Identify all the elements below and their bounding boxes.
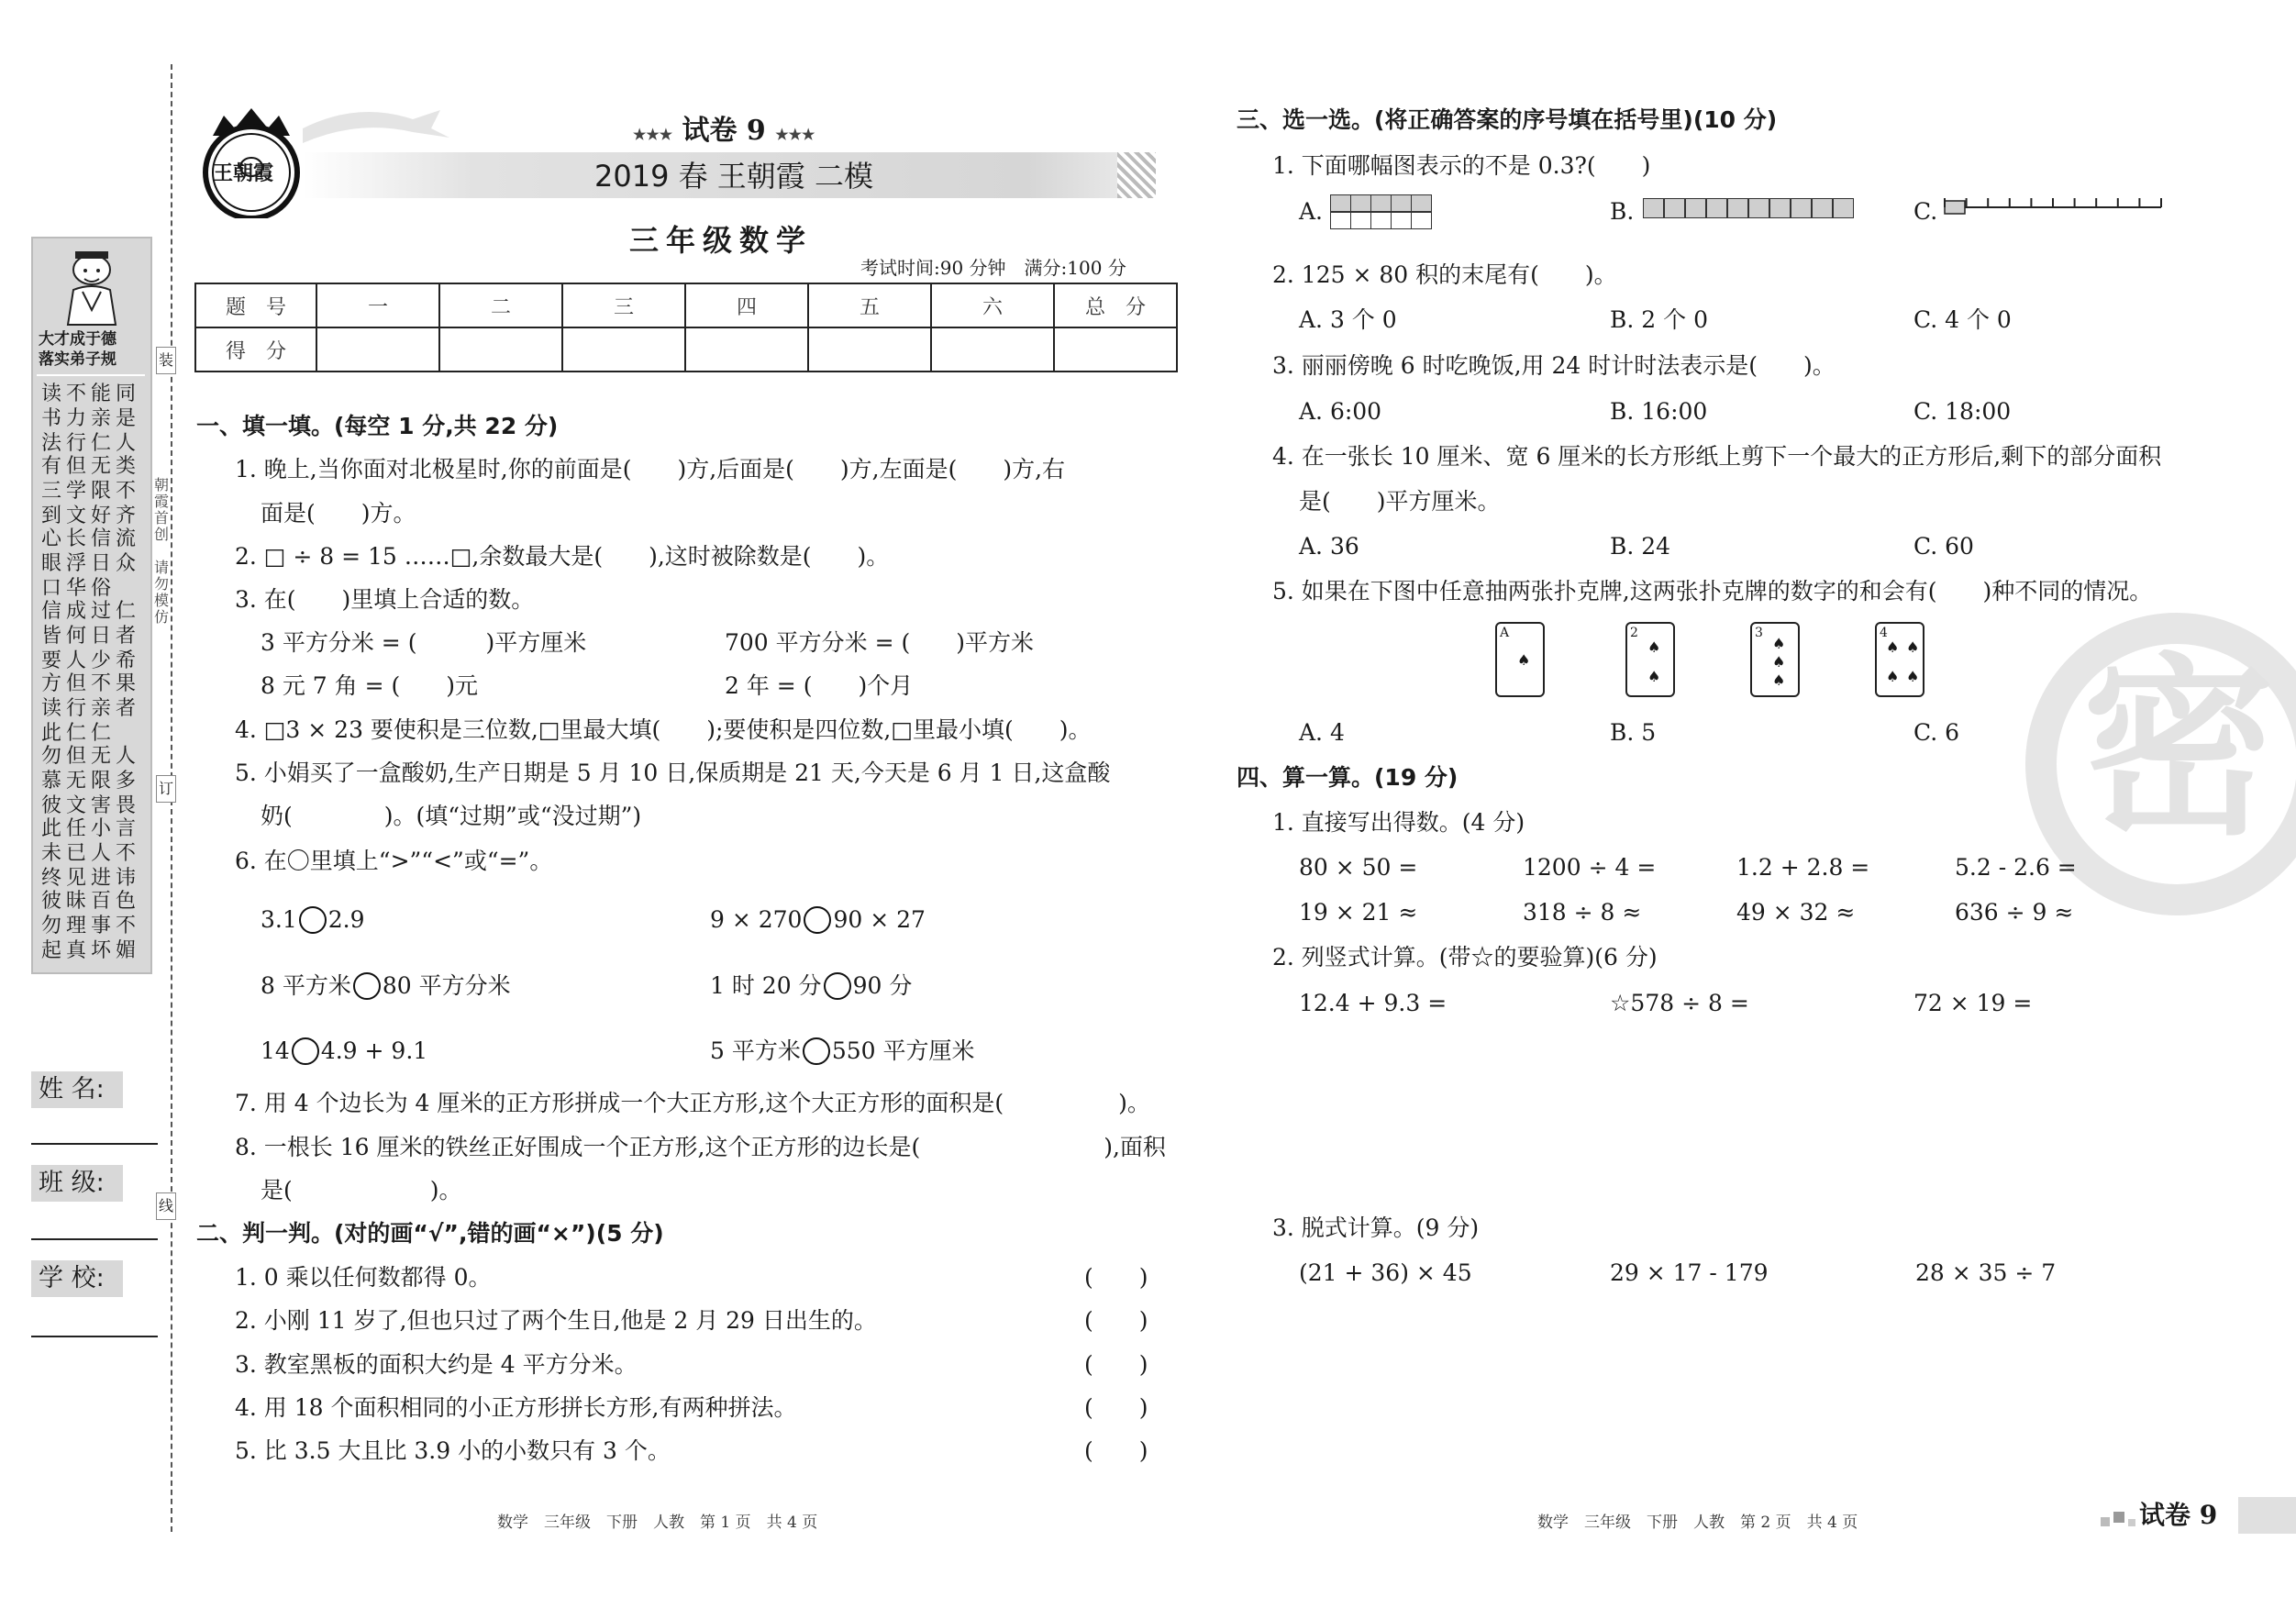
oral-calc-7: 49 × 32 ≈ [1736, 899, 1856, 926]
choice-q1-a-label: A. [1299, 198, 1324, 225]
compare-right-2: 90 × 27 [833, 906, 926, 933]
corner-deco-square-1 [2101, 1517, 2110, 1526]
choice-q2: 2. 125 × 80 积的末尾有( )。 [1272, 261, 1617, 288]
score-col-2: 二 [439, 283, 562, 327]
cut-mark-text-1: 装 [158, 351, 173, 369]
score-col-total: 总 分 [1054, 283, 1177, 327]
grid-b-cell [1791, 198, 1812, 218]
ribbon-decoration-icon [303, 92, 449, 147]
compare-right-5: 4.9 + 9.1 [320, 1037, 428, 1064]
compare-item-3 [261, 972, 511, 1000]
compare-circle-5[interactable] [292, 1037, 319, 1065]
choice-q5-a[interactable]: A. 4 [1299, 719, 1345, 746]
compare-left-4: 1 时 20 分 [710, 972, 822, 999]
logo-text: 王朝霞 [213, 161, 274, 185]
choice-q5: 5. 如果在下图中任意抽两张扑克牌,这两张扑克牌的数字的和会有( )种不同的情况。 [1272, 578, 2153, 604]
compare-right-3: 80 平方分米 [382, 972, 511, 999]
compare-item-1 [261, 906, 365, 934]
choice-q3-b[interactable]: B. 16:00 [1610, 398, 1708, 425]
star-deco-right: ★★★ [775, 126, 815, 143]
oral-calc-4: 5.2 - 2.6 = [1955, 854, 2077, 881]
spade-icon: ♠ [1772, 671, 1786, 689]
watermark-text: 密 [2082, 637, 2276, 861]
school-label: 学 校: [31, 1260, 123, 1297]
couplet-column: 彼勿起 [40, 890, 61, 962]
spade-icon: ♠ [1647, 638, 1661, 656]
vertical-note-2: 请勿模仿 [154, 559, 170, 626]
grid-a-cell [1330, 212, 1351, 229]
name-field[interactable] [31, 1143, 158, 1145]
calc-part-3: 3. 脱式计算。(9 分) [1272, 1214, 1480, 1241]
couplet-column: 有三到 [40, 455, 61, 527]
choice-q4-c[interactable]: C. 60 [1913, 533, 1974, 560]
couplet-column: 类不齐 [115, 455, 136, 527]
grid-a-cell [1330, 194, 1351, 212]
vertical-note-1: 朝霞首创 [154, 476, 170, 543]
couplet-column: 但行仁 [65, 672, 86, 745]
motto-line-2: 落实弟子规 [39, 350, 116, 369]
grid-b-cell [1643, 198, 1664, 218]
q3-item-a: 3 平方分米 = ( )平方厘米 [261, 629, 587, 656]
compare-left-5: 14 [261, 1037, 290, 1064]
q1-line1: 1. 晚上,当你面对北极星时,你的前面是( )方,后面是( )方,左面是( )方,右 [235, 456, 1066, 482]
cut-mark-text-2: 订 [158, 780, 173, 797]
grid-a-cell [1411, 212, 1432, 229]
playing-card [1625, 622, 1675, 697]
school-field[interactable] [31, 1336, 158, 1337]
compare-circle-3[interactable] [353, 972, 381, 1000]
choice-q4-line2: 是( )平方厘米。 [1299, 488, 1501, 515]
grid-b-cell [1833, 198, 1854, 218]
choice-q1-c-label: C. [1913, 198, 1938, 225]
grid-a-cell [1411, 194, 1432, 212]
couplet-column: 勿慕彼 [40, 745, 61, 817]
grid-b-cell [1664, 198, 1685, 218]
score-cell-2[interactable] [439, 327, 562, 372]
q1-line2: 面是( )方。 [261, 500, 416, 527]
section-4-heading: 四、算一算。(19 分) [1237, 764, 1459, 791]
paper-series-label [633, 117, 815, 145]
compare-right-4: 90 分 [852, 972, 913, 999]
couplet-column: 方读此 [40, 672, 61, 745]
vertical-calc-1: 12.4 + 9.3 = [1299, 990, 1447, 1016]
q5-line2: 奶( )。(填“过期”或“没过期”) [261, 803, 642, 829]
spade-icon: ♠ [1517, 651, 1531, 669]
score-col-5: 五 [808, 283, 931, 327]
couplet-column: 仁者希 [115, 600, 136, 672]
judge-paren-4[interactable]: ( ) [1084, 1394, 1148, 1421]
score-col-3: 三 [562, 283, 685, 327]
compare-right-1: 2.9 [327, 906, 365, 933]
cut-mark-3 [156, 1192, 176, 1220]
couplet-column: 但无文 [65, 745, 86, 817]
oral-calc-8: 636 ÷ 9 ≈ [1955, 899, 2074, 926]
motto-box [31, 237, 152, 974]
spade-icon: ♠ [1906, 638, 1920, 656]
cut-mark-1 [156, 347, 176, 374]
score-col-4: 四 [685, 283, 808, 327]
choice-q3-a[interactable]: A. 6:00 [1299, 398, 1382, 425]
couplet-grid [40, 382, 143, 962]
compare-item-4 [710, 972, 912, 1000]
compare-item-2 [710, 906, 926, 934]
compare-circle-1[interactable] [299, 906, 327, 934]
score-cell-5[interactable] [808, 327, 931, 372]
q6: 6. 在〇里填上“>”“<”或“=”。 [235, 848, 553, 874]
brand-logo-icon [187, 99, 316, 218]
corner-deco-square-2 [2113, 1512, 2124, 1523]
choice-q2-c[interactable]: C. 4 个 0 [1913, 306, 2012, 333]
couplet-column: 过日少 [90, 600, 111, 672]
spade-icon: ♠ [1906, 668, 1920, 685]
paper-series: 试卷 9 [682, 115, 766, 147]
calc-part-1: 1. 直接写出得数。(4 分) [1272, 809, 1525, 836]
compare-item-5 [261, 1037, 427, 1065]
couplet-column: 人多畏 [115, 745, 136, 817]
couplet-column: 不力行 [65, 383, 86, 455]
step-calc-2: 29 × 17 - 179 [1610, 1259, 1769, 1286]
vertical-calc-2: ☆578 ÷ 8 = [1610, 990, 1749, 1016]
compare-left-6: 5 平方米 [710, 1037, 801, 1064]
grid-a-cell [1391, 212, 1412, 229]
judge-paren-3[interactable]: ( ) [1084, 1351, 1148, 1378]
scholar-figure-icon [55, 246, 128, 327]
spade-icon: ♠ [1772, 635, 1786, 652]
compare-left-2: 9 × 270 [710, 906, 803, 933]
subject-title: 三年级数学 [629, 223, 814, 258]
couplet-column: 能亲仁 [90, 383, 111, 455]
couplet-column: 任已见 [65, 817, 86, 890]
couplet-column: 流众 [115, 527, 136, 575]
choice-q4-b[interactable]: B. 24 [1610, 533, 1671, 560]
score-cell-4[interactable] [685, 327, 808, 372]
compare-item-6 [710, 1037, 975, 1065]
q4: 4. □3 × 23 要使积是三位数,□里最大填( );要使积是四位数,□里最小填( )。 [235, 716, 1092, 743]
judge-paren-5[interactable]: ( ) [1084, 1437, 1148, 1464]
corner-gray-bar [2238, 1497, 2296, 1534]
couplet-column: 色不媚 [115, 890, 136, 962]
couplet-column: 百事坏 [90, 890, 111, 962]
q8-line2: 是( )。 [261, 1177, 462, 1203]
q7: 7. 用 4 个边长为 4 厘米的正方形拼成一个大正方形,这个大正方形的面积是( )。 [235, 1090, 1150, 1116]
grid-b-cell [1706, 198, 1727, 218]
spade-icon: ♠ [1886, 668, 1900, 685]
calc-part-2: 2. 列竖式计算。(带☆的要验算)(6 分) [1272, 944, 1658, 970]
couplet-column: 无限害 [90, 745, 111, 817]
score-col-label: 题 号 [195, 283, 316, 327]
playing-card [1875, 622, 1924, 697]
grid-a-cell [1391, 194, 1412, 212]
judge-item-4: 4. 用 18 个面积相同的小正方形拼长方形,有两种拼法。 [235, 1394, 797, 1421]
choice-q4-a[interactable]: A. 36 [1299, 533, 1359, 560]
score-row-label: 得 分 [195, 327, 316, 372]
section-1-heading: 一、填一填。(每空 1 分,共 22 分) [196, 413, 559, 439]
couplet-column: 此未终 [40, 817, 61, 890]
playing-card [1495, 622, 1545, 697]
grid-a-cell [1370, 212, 1392, 229]
q5-line1: 5. 小娟买了一盒酸奶,生产日期是 5 月 10 日,保质期是 21 天,今天是 6 月 1 日,这盒酸 [235, 760, 1111, 786]
playing-card [1750, 622, 1800, 697]
judge-item-1: 1. 0 乘以任何数都得 0。 [235, 1264, 492, 1291]
card-rank: 3 [1755, 626, 1763, 640]
choice-q5-b[interactable]: B. 5 [1610, 719, 1657, 746]
card-rank: 4 [1880, 626, 1888, 640]
compare-left-3: 8 平方米 [261, 972, 351, 999]
card-rank: A [1500, 626, 1510, 640]
star-deco-left: ★★★ [633, 126, 673, 143]
couplet-column: 心眼口 [40, 527, 61, 600]
couplet-column: 成何人 [65, 600, 86, 672]
couplet-column: 言不讳 [115, 817, 136, 890]
grid-b-cell [1727, 198, 1748, 218]
oral-calc-3: 1.2 + 2.8 = [1736, 854, 1870, 881]
grid-a-cell [1370, 194, 1392, 212]
judge-item-2: 2. 小刚 11 岁了,但也只过了两个生日,他是 2 月 29 日出生的。 [235, 1307, 877, 1334]
left-page-footer: 数学 三年级 下册 人教 第 1 页 共 4 页 [497, 1514, 818, 1532]
right-page-footer: 数学 三年级 下册 人教 第 2 页 共 4 页 [1537, 1514, 1858, 1532]
choice-q1: 1. 下面哪幅图表示的不是 0.3?( ) [1272, 152, 1651, 179]
score-col-6: 六 [931, 283, 1054, 327]
score-table-score-row [195, 327, 1177, 372]
score-cell-total[interactable] [1054, 327, 1177, 372]
grid-a-cell [1350, 212, 1371, 229]
number-line-figure-c [1943, 193, 2163, 222]
choice-q4-line1: 4. 在一张长 10 厘米、宽 6 厘米的长方形纸上剪下一个最大的正方形后,剩下的部分面积 [1272, 443, 2162, 470]
step-calc-3: 28 × 35 ÷ 7 [1915, 1259, 2057, 1286]
title-bar-pattern [1117, 152, 1156, 198]
compare-circle-2[interactable] [804, 906, 831, 934]
score-cell-1[interactable] [316, 327, 439, 372]
compare-circle-6[interactable] [803, 1037, 830, 1065]
choice-q2-a[interactable]: A. 3 个 0 [1299, 306, 1397, 333]
class-label: 班 级: [31, 1165, 123, 1202]
oral-calc-1: 80 × 50 = [1299, 854, 1418, 881]
cut-mark-2 [156, 775, 176, 803]
couplet-column: 信日俗 [90, 527, 111, 600]
score-cell-6[interactable] [931, 327, 1054, 372]
corner-label: 试卷 9 [2139, 1500, 2218, 1530]
couplet-column: 昧理真 [65, 890, 86, 962]
section-3-heading: 三、选一选。(将正确答案的序号填在括号里)(10 分) [1237, 106, 1778, 133]
judge-paren-1[interactable]: ( ) [1084, 1264, 1148, 1291]
spade-icon: ♠ [1647, 668, 1661, 685]
grid-b-cell [1748, 198, 1769, 218]
q3-item-c: 8 元 7 角 = ( )元 [261, 672, 478, 699]
judge-paren-2[interactable]: ( ) [1084, 1307, 1148, 1334]
q8-line1: 8. 一根长 16 厘米的铁丝正好围成一个正方形,这个正方形的边长是( ),面积 [235, 1134, 1166, 1160]
grid-a-cell [1350, 194, 1371, 212]
vertical-calc-work-area[interactable] [1299, 1027, 2124, 1202]
oral-calc-2: 1200 ÷ 4 = [1523, 854, 1657, 881]
choice-q2-b[interactable]: B. 2 个 0 [1610, 306, 1708, 333]
grid-b-cell [1812, 198, 1833, 218]
couplet-column: 小人进 [90, 817, 111, 890]
grid-b-cell [1685, 198, 1706, 218]
compare-circle-4[interactable] [824, 972, 851, 1000]
choice-q3: 3. 丽丽傍晚 6 时吃晚饭,用 24 时计时法表示是( )。 [1272, 352, 1836, 379]
class-field[interactable] [31, 1238, 158, 1240]
exam-title: 2019 春 王朝霞 二模 [594, 159, 873, 194]
q3-item-d: 2 年 = ( )个月 [725, 672, 914, 699]
grid-figure-b [1643, 198, 1863, 218]
score-table-header-row [195, 283, 1177, 327]
card-rank: 2 [1630, 626, 1638, 640]
oral-calc-5: 19 × 21 ≈ [1299, 899, 1418, 926]
motto-divider [37, 374, 145, 376]
motto-line-1: 大才成于德 [39, 330, 116, 349]
q3: 3. 在( )里填上合适的数。 [235, 586, 535, 613]
judge-item-3: 3. 教室黑板的面积大约是 4 平方分米。 [235, 1351, 638, 1378]
name-label: 姓 名: [31, 1071, 123, 1108]
couplet-column: 信皆要 [40, 600, 61, 672]
choice-q5-c[interactable]: C. 6 [1913, 719, 1960, 746]
score-cell-3[interactable] [562, 327, 685, 372]
grid-b-cell [1769, 198, 1791, 218]
couplet-column: 同是人 [115, 383, 136, 455]
exam-info: 考试时间:90 分钟 满分:100 分 [860, 257, 1126, 279]
compare-right-6: 550 平方厘米 [831, 1037, 975, 1064]
spade-icon: ♠ [1772, 653, 1786, 671]
score-col-1: 一 [316, 283, 439, 327]
playing-cards [1495, 622, 2046, 704]
corner-tab [2101, 1497, 2296, 1534]
judge-item-5: 5. 比 3.5 大且比 3.9 小的小数只有 3 个。 [235, 1437, 671, 1464]
step-calc-1: (21 + 36) × 45 [1299, 1259, 1472, 1286]
section-2-heading: 二、判一判。(对的画“√”,错的画“×”)(5 分) [196, 1220, 664, 1247]
choice-q3-c[interactable]: C. 18:00 [1913, 398, 2012, 425]
corner-deco-square-3 [2128, 1519, 2135, 1526]
choice-q1-b-label: B. [1610, 198, 1635, 225]
q3-item-b: 700 平方分米 = ( )平方米 [725, 629, 1035, 656]
grid-figure-a [1330, 194, 1440, 231]
couplet-column: 不亲仁 [90, 672, 111, 745]
couplet-column: 读书法 [40, 383, 61, 455]
compare-left-1: 3.1 [261, 906, 297, 933]
vertical-calc-3: 72 × 19 = [1913, 990, 2033, 1016]
cut-mark-text-3: 线 [158, 1197, 173, 1214]
score-table [194, 283, 1178, 372]
oral-calc-6: 318 ÷ 8 ≈ [1523, 899, 1642, 926]
couplet-column: 果者 [115, 672, 136, 720]
q2: 2. □ ÷ 8 = 15 ……□,余数最大是( ),这时被除数是( )。 [235, 543, 890, 570]
couplet-column: 但学文 [65, 455, 86, 527]
couplet-column: 长浮华 [65, 527, 86, 600]
spade-icon: ♠ [1886, 638, 1900, 656]
step-calc-work-area[interactable] [1299, 1297, 2124, 1481]
couplet-column: 无限好 [90, 455, 111, 527]
